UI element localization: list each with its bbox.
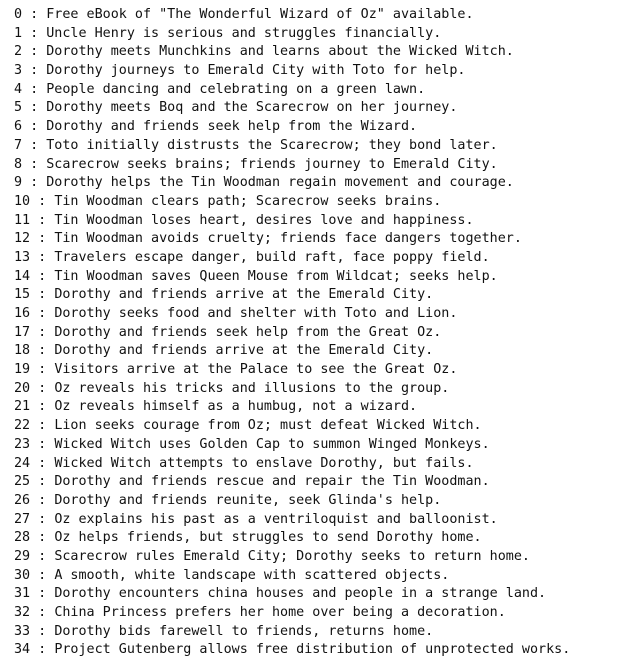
summary-line	[14, 511, 570, 530]
line-index: 32	[14, 605, 31, 620]
summary-line	[14, 268, 570, 287]
line-index: 30	[14, 567, 31, 583]
line-text: Dorothy meets Munchkins and learns about the Wicked Witch.	[46, 44, 514, 60]
line-index: 14	[14, 268, 31, 284]
summary-line	[14, 6, 570, 25]
line-text: Dorothy encounters china houses and people in a strange land.	[54, 586, 547, 602]
line-index: 34	[14, 642, 31, 658]
line-separator: :	[22, 175, 47, 191]
line-index: 17	[14, 324, 31, 340]
line-index: 21	[14, 399, 31, 415]
line-separator: :	[30, 343, 55, 359]
line-separator: :	[30, 567, 55, 583]
summary-line	[14, 230, 570, 249]
summary-line	[14, 43, 570, 62]
line-index: 31	[14, 586, 31, 602]
line-index: 12	[14, 231, 31, 247]
line-text: Dorothy helps the Tin Woodman regain movement and courage.	[46, 175, 514, 191]
line-separator: :	[30, 380, 55, 396]
line-separator: :	[22, 7, 47, 22]
line-separator: :	[30, 399, 55, 415]
summary-line	[14, 455, 570, 474]
summary-line	[14, 398, 570, 417]
line-separator: :	[30, 511, 55, 527]
line-text: China Princess prefers her home over being a decoration.	[54, 605, 506, 620]
line-separator: :	[30, 474, 55, 490]
line-index: 19	[14, 362, 31, 378]
line-text: Dorothy meets Boq and the Scarecrow on her journey.	[46, 100, 458, 116]
line-separator: :	[30, 362, 55, 378]
line-text: Oz explains his past as a ventriloquist and balloonist.	[54, 511, 498, 527]
line-text: Visitors arrive at the Palace to see the Great Oz.	[54, 362, 458, 378]
line-text: Dorothy and friends seek help from the Wizard.	[46, 119, 418, 135]
line-separator: :	[22, 63, 47, 79]
summary-line	[14, 361, 570, 380]
line-index: 2	[14, 44, 23, 60]
line-index: 28	[14, 530, 31, 546]
line-text: Wicked Witch attempts to enslave Dorothy, but fails.	[54, 455, 474, 471]
line-index: 0	[14, 7, 23, 22]
summary-line	[14, 380, 570, 399]
summary-line	[14, 623, 570, 642]
line-separator: :	[30, 492, 55, 508]
line-text: Dorothy journeys to Emerald City with Toto for help.	[46, 63, 466, 79]
summary-line	[14, 641, 570, 660]
line-index: 7	[14, 137, 23, 153]
summary-line	[14, 99, 570, 118]
line-text: Dorothy and friends reunite, seek Glinda's help.	[54, 492, 442, 508]
line-separator: :	[22, 81, 47, 97]
line-text: People dancing and celebrating on a green lawn.	[46, 81, 426, 97]
line-text: Dorothy seeks food and shelter with Toto and Lion.	[54, 306, 458, 321]
line-index: 20	[14, 380, 31, 396]
summary-line	[14, 604, 570, 623]
line-index: 22	[14, 418, 31, 434]
line-index: 1	[14, 25, 23, 41]
line-index: 26	[14, 492, 31, 508]
line-separator: :	[30, 249, 55, 265]
line-separator: :	[22, 44, 47, 60]
summary-line	[14, 324, 570, 343]
line-text: Uncle Henry is serious and struggles financially.	[46, 25, 442, 41]
line-text: Lion seeks courage from Oz; must defeat Wicked Witch.	[54, 418, 482, 434]
line-index: 15	[14, 287, 31, 303]
line-text: Toto initially distrusts the Scarecrow; they bond later.	[46, 137, 498, 153]
line-index: 11	[14, 212, 31, 228]
line-text: Project Gutenberg allows free distribution of unprotected works.	[54, 642, 571, 658]
line-index: 16	[14, 306, 31, 321]
line-text: Tin Woodman loses heart, desires love and happiness.	[54, 212, 474, 228]
line-index: 9	[14, 175, 23, 191]
chapter-summary-list	[14, 6, 570, 660]
summary-line	[14, 174, 570, 193]
summary-line	[14, 342, 570, 361]
line-text: Wicked Witch uses Golden Cap to summon Winged Monkeys.	[54, 436, 490, 452]
summary-line	[14, 249, 570, 268]
summary-line	[14, 193, 570, 212]
line-separator: :	[30, 548, 55, 564]
line-separator: :	[22, 119, 47, 135]
line-separator: :	[30, 418, 55, 434]
summary-line	[14, 156, 570, 175]
summary-line	[14, 25, 570, 44]
line-separator: :	[22, 100, 47, 116]
line-index: 8	[14, 156, 23, 172]
line-text: Oz helps friends, but struggles to send Dorothy home.	[54, 530, 482, 546]
line-index: 33	[14, 623, 31, 639]
line-separator: :	[30, 436, 55, 452]
line-text: A smooth, white landscape with scattered objects.	[54, 567, 450, 583]
line-text: Scarecrow seeks brains; friends journey to Emerald City.	[46, 156, 498, 172]
line-separator: :	[22, 25, 47, 41]
line-index: 10	[14, 193, 31, 209]
line-index: 13	[14, 249, 31, 265]
line-text: Dorothy bids farewell to friends, returns home.	[54, 623, 434, 639]
line-text: Dorothy and friends arrive at the Emerald City.	[54, 343, 434, 359]
line-text: Tin Woodman clears path; Scarecrow seeks brains.	[54, 193, 442, 209]
line-separator: :	[30, 324, 55, 340]
line-index: 3	[14, 63, 23, 79]
summary-line	[14, 567, 570, 586]
summary-line	[14, 62, 570, 81]
line-separator: :	[30, 193, 55, 209]
line-text: Dorothy and friends rescue and repair the Tin Woodman.	[54, 474, 490, 490]
line-index: 25	[14, 474, 31, 490]
line-index: 6	[14, 119, 23, 135]
line-text: Dorothy and friends arrive at the Emerald City.	[54, 287, 434, 303]
summary-line	[14, 492, 570, 511]
line-separator: :	[30, 642, 55, 658]
summary-line	[14, 286, 570, 305]
line-index: 27	[14, 511, 31, 527]
line-index: 29	[14, 548, 31, 564]
line-index: 23	[14, 436, 31, 452]
line-separator: :	[30, 455, 55, 471]
line-text: Travelers escape danger, build raft, face poppy field.	[54, 249, 490, 265]
summary-line	[14, 118, 570, 137]
summary-line	[14, 305, 570, 324]
line-separator: :	[30, 231, 55, 247]
line-text: Tin Woodman avoids cruelty; friends face dangers together.	[54, 231, 522, 247]
line-separator: :	[30, 586, 55, 602]
summary-line	[14, 473, 570, 492]
line-text: Tin Woodman saves Queen Mouse from Wildcat; seeks help.	[54, 268, 498, 284]
summary-line	[14, 417, 570, 436]
line-separator: :	[30, 287, 55, 303]
summary-line	[14, 137, 570, 156]
line-separator: :	[30, 212, 55, 228]
line-separator: :	[30, 623, 55, 639]
line-separator: :	[30, 605, 55, 620]
line-separator: :	[22, 137, 47, 153]
line-text: Dorothy and friends seek help from the Great Oz.	[54, 324, 442, 340]
line-separator: :	[30, 268, 55, 284]
line-index: 4	[14, 81, 23, 97]
line-index: 18	[14, 343, 31, 359]
summary-line	[14, 436, 570, 455]
summary-line	[14, 212, 570, 231]
line-separator: :	[30, 306, 55, 321]
line-text: Oz reveals himself as a humbug, not a wizard.	[54, 399, 418, 415]
line-separator: :	[30, 530, 55, 546]
summary-line	[14, 81, 570, 100]
summary-line	[14, 548, 570, 567]
line-index: 5	[14, 100, 23, 116]
summary-line	[14, 585, 570, 604]
line-text: Oz reveals his tricks and illusions to the group.	[54, 380, 450, 396]
line-text: Scarecrow rules Emerald City; Dorothy seeks to return home.	[54, 548, 530, 564]
line-index: 24	[14, 455, 31, 471]
line-separator: :	[22, 156, 47, 172]
summary-line	[14, 529, 570, 548]
line-text: Free eBook of "The Wonderful Wizard of Oz" available.	[46, 7, 474, 22]
